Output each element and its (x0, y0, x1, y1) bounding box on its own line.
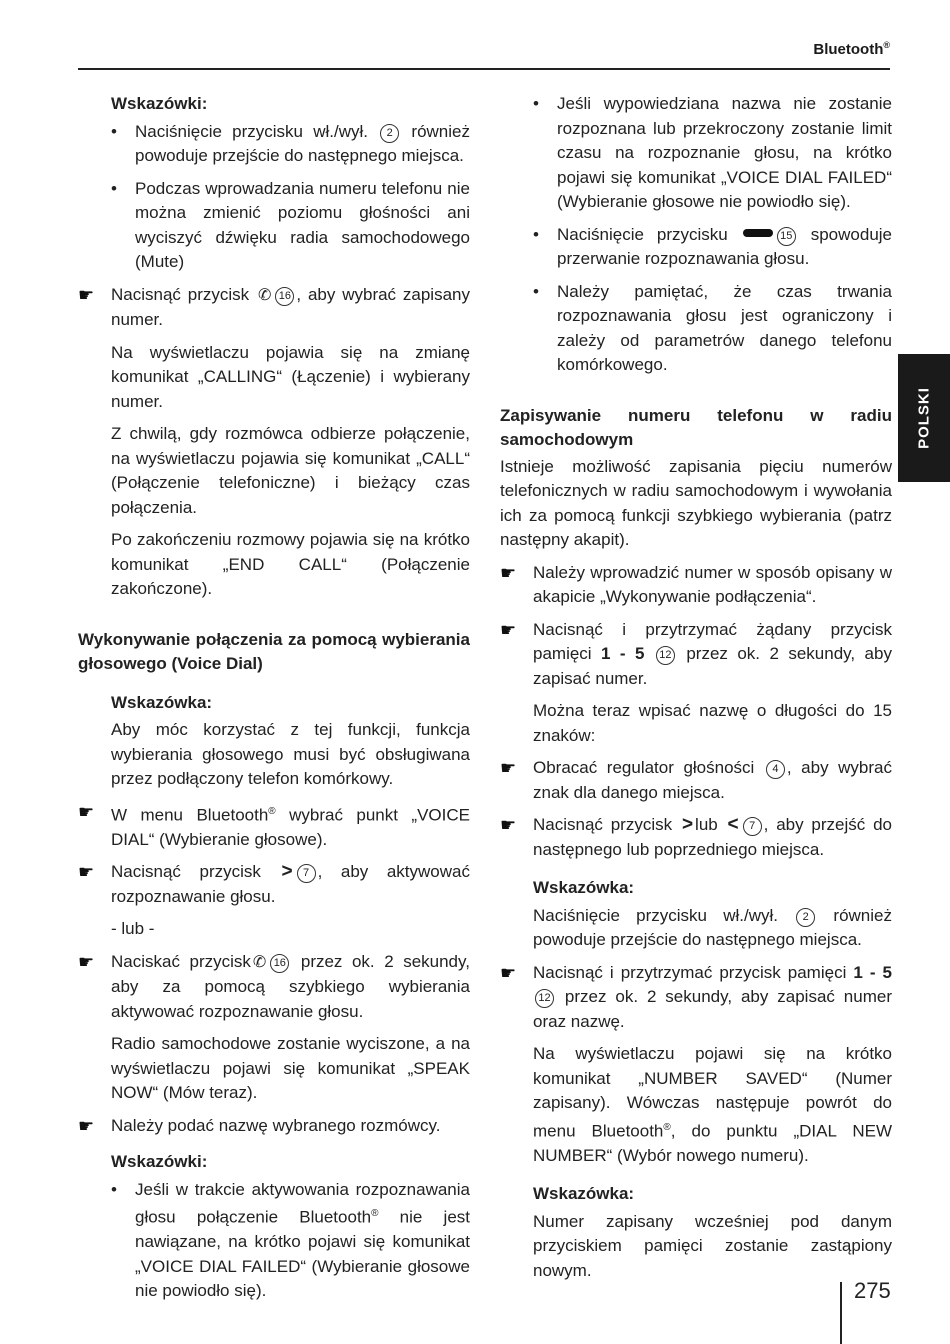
paragraph: Na wyświetlaczu pojawia się na zmianę komunikat „CALLING“ (Łączenie) i wybierany numer. (111, 342, 470, 411)
instruction-step: ☛ W menu Bluetooth® wybrać punkt „VOICE DIAL“ (Wybieranie głosowe). (78, 801, 470, 849)
pointing-hand-icon: ☛ (500, 562, 517, 583)
note-heading: Wskazówka: (533, 1184, 635, 1204)
pointing-hand-icon: ☛ (500, 815, 517, 835)
note-bullet: • Podczas wprowadzania numeru telefonu nie można zmienić poziomu głośności ani wyciszyć dźwięku radia samochodowego (Mute) (78, 177, 470, 275)
language-tab: POLSKI (898, 354, 950, 482)
paragraph: Radio samochodowe zostanie wyciszone, a na wyświetlaczu pojawi się komunikat „SPEAK NOW“ (Mów teraz). (111, 1034, 470, 1103)
next-arrow-icon: > (281, 861, 293, 883)
note-heading: Wskazówka: (111, 692, 213, 712)
pointing-hand-icon: ☛ (78, 284, 95, 305)
alternative-separator: - lub - (111, 919, 155, 939)
instruction-step: ☛ Należy wprowadzić numer w sposób opisany w akapicie „Wykonywanie podłączenia“. (500, 562, 892, 606)
note-bullet: • Jeśli wypowiedziana nazwa nie zostanie rozpoznana lub przekroczony zostanie limit czasu na rozpoznanie głosu, na krótko pojawi się komunikat „VOICE DIAL FAILED“ (Wybieranie głosowe nie powiodło się). (500, 92, 892, 215)
page-number-rule (840, 1282, 842, 1344)
button-number: 16 (275, 287, 294, 306)
phone-call-icon: ✆ (258, 286, 272, 304)
section-heading: Wykonywanie połączenia za pomocą wybierania głosowego (Voice Dial) (78, 629, 470, 673)
note-text: Aby móc korzystać z tej funkcji, funkcja wybierania głosowego musi być obsługiwana przez podłączony telefon komórkowy. (111, 720, 470, 788)
button-number: 4 (766, 760, 785, 779)
next-arrow-icon: > (681, 814, 694, 835)
pointing-hand-icon: ☛ (78, 862, 95, 883)
button-number: 2 (796, 908, 815, 927)
note-bullet: • Naciśnięcie przycisku 15 spowoduje przerwanie rozpoznawania głosu. (500, 223, 892, 272)
button-number: 16 (270, 954, 289, 973)
instruction-step: ☛ Obracać regulator głośności 4 , aby wybrać znak dla danego miejsca. (500, 758, 892, 802)
button-number: 12 (535, 989, 554, 1008)
note-text: Numer zapisany wcześniej pod danym przyciskiem pamięci zostanie zastąpiony nowym. (533, 1211, 892, 1280)
note-heading: Wskazówki: (111, 94, 208, 113)
pointing-hand-icon: ☛ (78, 1115, 95, 1136)
page-number: 275 (854, 1278, 891, 1303)
note-text: Naciśnięcie przycisku wł./wył. 2 również powoduje przejście do następnego miejsca. (533, 905, 892, 949)
previous-arrow-icon: < (727, 814, 739, 835)
pointing-hand-icon: ☛ (78, 801, 95, 822)
button-number: 7 (297, 864, 316, 883)
button-number: 12 (656, 646, 675, 665)
paragraph: Z chwilą, gdy rozmówca odbierze połączenie, na wyświetlaczu pojawia się komunikat „CALL“ (Połączenie telefoniczne) i bieżący czas połączenia. (111, 424, 470, 517)
instruction-step: ☛ Nacisnąć i przytrzymać przycisk pamięci 1 - 5 12 przez ok. 2 sekundy, aby zapisać numer oraz nazwę. (500, 962, 892, 1031)
instruction-step: ☛ Nacisnąć przycisk ✆ 16 , aby wybrać zapisany numer. (78, 284, 470, 329)
right-column (500, 92, 892, 1283)
left-column (78, 92, 470, 1312)
button-number: 2 (380, 124, 399, 143)
note-heading: Wskazówki: (111, 1152, 208, 1172)
instruction-step: ☛ Naciskać przycisk ✆ 16 przez ok. 2 sekundy, aby za pomocą szybkiego wybierania aktywować rozpoznawanie głosu. (78, 951, 470, 1021)
page-header-title: Bluetooth® (813, 40, 890, 58)
instruction-step: ☛ Nacisnąć i przytrzymać żądany przycisk pamięci 1 - 5 12 przez ok. 2 sekundy, aby zapisać numer. (500, 619, 892, 688)
phone-hangup-icon (743, 229, 773, 237)
instruction-step: ☛ Należy podać nazwę wybranego rozmówcy. (78, 1115, 441, 1136)
paragraph: Na wyświetlaczu pojawi się na krótko komunikat „NUMBER SAVED“ (Numer zapisany). Wówczas następuje powrót do menu Bluetooth®, do punktu „DIAL NEW NUMBER“ (Wybór nowego numeru). (533, 1044, 892, 1165)
pointing-hand-icon: ☛ (500, 962, 517, 983)
note-bullet: • Należy pamiętać, że czas trwania rozpoznawania głosu jest ograniczony i zależy od parametrów danego telefonu komórkowego. (500, 280, 892, 378)
section-heading: Zapisywanie numeru telefonu w radiu samochodowym (500, 405, 892, 449)
pointing-hand-icon: ☛ (500, 758, 517, 778)
note-heading: Wskazówka: (533, 878, 635, 897)
pointing-hand-icon: ☛ (500, 619, 517, 640)
note-bullet: • Jeśli w trakcie aktywowania rozpoznawania głosu połączenie Bluetooth® nie jest nawiązane, na krótko pojawi się komunikat „VOICE DIAL FAILED“ (Wybieranie głosowe nie powiodło się). (78, 1178, 470, 1304)
instruction-step: ☛ Nacisnąć przycisk > 7 , aby aktywować rozpoznawanie głosu. (78, 861, 470, 906)
button-number: 15 (777, 227, 796, 246)
paragraph: Istnieje możliwość zapisania pięciu numerów telefonicznych w radiu samochodowym i wywołania ich za pomocą funkcji szybkiego wybierania (patrz następny akapit). (500, 456, 892, 549)
pointing-hand-icon: ☛ (78, 951, 95, 972)
phone-call-icon: ✆ (252, 953, 267, 971)
button-number: 7 (743, 817, 762, 836)
paragraph: Po zakończeniu rozmowy pojawia się na krótko komunikat „END CALL“ (Połączenie zakończone). (111, 530, 470, 598)
note-bullet: • Naciśnięcie przycisku wł./wył. 2 również powoduje przejście do następnego miejsca. (78, 120, 470, 169)
header-rule (78, 68, 890, 70)
paragraph: Można teraz wpisać nazwę o długości do 15 znaków: (533, 701, 892, 745)
instruction-step: ☛ Nacisnąć przycisk > lub < 7 , aby przejść do następnego lub poprzedniego miejsca. (500, 814, 892, 859)
